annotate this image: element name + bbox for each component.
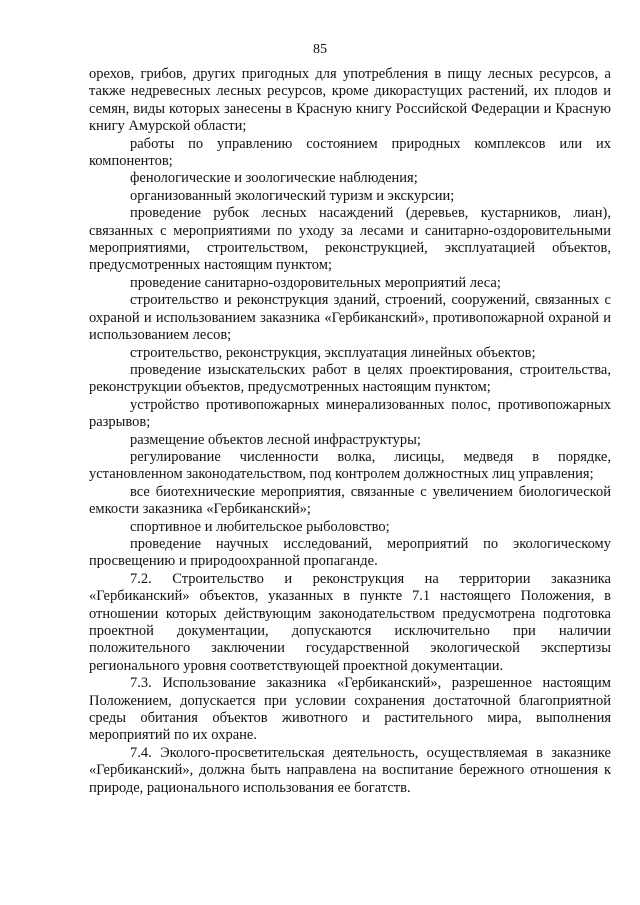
- paragraph: проведение изыскательских работ в целях проектирования, строительства, реконструкции объектов, предусмотренных настоящим пунктом;: [89, 361, 611, 396]
- paragraph: строительство и реконструкция зданий, строений, сооружений, связанных с охраной и использованием заказника «Гербиканский», противопожарной охраной и использованием лесов;: [89, 292, 611, 344]
- paragraph: спортивное и любительское рыболовство;: [130, 518, 390, 535]
- paragraph: размещение объектов лесной инфраструктуры;: [130, 431, 421, 448]
- paragraph: организованный экологический туризм и экскурсии;: [130, 187, 455, 204]
- paragraph: фенологические и зоологические наблюдения;: [130, 170, 418, 187]
- paragraph: все биотехнические мероприятия, связанные с увеличением биологической емкости заказника «Гербиканский»;: [89, 483, 611, 518]
- paragraph: работы по управлению состоянием природных комплексов или их компонентов;: [89, 135, 611, 170]
- paragraph: проведение научных исследований, мероприятий по экологическому просвещению и природоохранной пропаганде.: [89, 535, 611, 570]
- paragraph: проведение рубок лесных насаждений (деревьев, кустарников, лиан), связанных с мероприятиями по уходу за лесами и санитарно-оздоровительными мероприятиями, строительством, реконструкцией, эксплуатацией объектов, предусмотренных настоящим пунктом;: [89, 205, 611, 274]
- paragraph: орехов, грибов, других пригодных для употребления в пищу лесных ресурсов, а также недревесных лесных ресурсов, кроме дикорастущих растений, их плодов и семян, виды которых занесены в Красную книгу Российской Федерации и Красную книгу Амурской области;: [89, 66, 611, 135]
- document-body: [89, 66, 611, 797]
- paragraph: устройство противопожарных минерализованных полос, противопожарных разрывов;: [89, 396, 611, 431]
- section-7-4: 7.4. Эколого-просветительская деятельность, осуществляемая в заказнике «Гербиканский», должна быть направлена на воспитание бережного отношения к природе, рационального использования ее богатств.: [89, 744, 611, 796]
- paragraph: проведение санитарно-оздоровительных мероприятий леса;: [130, 274, 501, 291]
- section-7-2: 7.2. Строительство и реконструкция на территории заказника «Гербиканский» объектов, указанных в пункте 7.1 настоящего Положения, в отношении которых действующим законодательством предусмотрена подготовка проектной документации, допускаются исключительно при наличии положительного заключении государственной экологической экспертизы регионального уровня соответствующей проектной документации.: [89, 570, 611, 674]
- page-number: 85: [313, 42, 327, 57]
- paragraph: регулирование численности волка, лисицы, медведя в порядке, установленном законодательством, под контролем должностных лиц управления;: [89, 448, 611, 483]
- section-7-3: 7.3. Использование заказника «Гербиканский», разрешенное настоящим Положением, допускается при условии сохранения достаточной благоприятной среды обитания объектов животного и растительного мира, выполнения мероприятий по их охране.: [89, 675, 611, 744]
- paragraph: строительство, реконструкция, эксплуатация линейных объектов;: [130, 344, 536, 361]
